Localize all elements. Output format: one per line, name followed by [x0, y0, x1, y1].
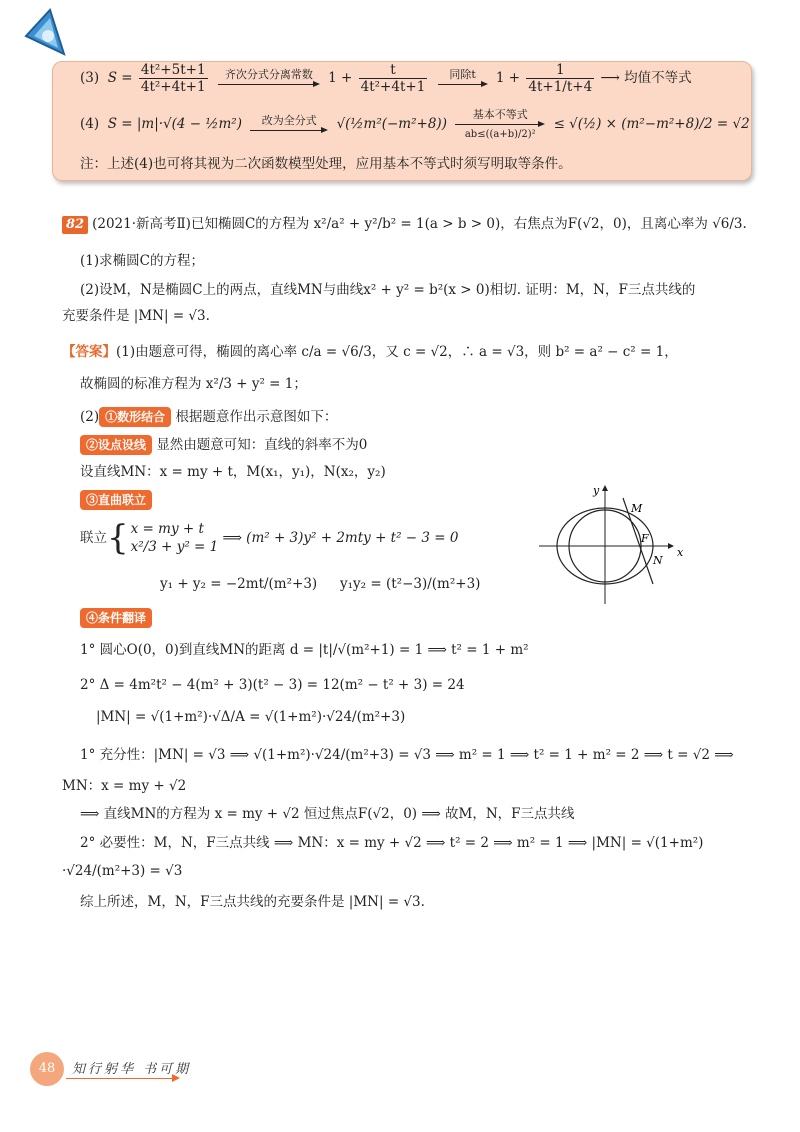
footer-arrow-icon [172, 1074, 180, 1082]
necessity: 2° 必要性：M，N，F三点共线 ⟹ MN：x = my + √2 ⟹ t² = 2 ⟹ m² = 1 ⟹ |MN| = √(1+m²) [80, 835, 704, 851]
box-line-4: (4) S = |m|·√(4 − ½m²) 改为全分式 √(½m²(−m²+8)) 基本不等式 ab≤((a+b)/2)² ≤ √(½) × (m²−m²+8)/2 = √2 [80, 108, 750, 140]
sufficiency-cont: MN：x = my + √2 [62, 778, 187, 794]
conclusion: 综上所述，M，N，F三点共线的充要条件是 |MN| = √3. [80, 894, 425, 910]
answer-line-5: 设直线MN：x = my + t，M(x₁，y₁)，N(x₂，y₂) [80, 464, 386, 480]
point-n-label: N [653, 554, 663, 567]
answer-line-7 [80, 608, 152, 628]
vieta-sum: y₁ + y₂ = −2mt/(m²+3) [160, 576, 318, 592]
footer-slogan: 知行躬华 书可期 [72, 1062, 192, 1077]
question-2b: 充要条件是 |MN| = √3. [62, 308, 210, 324]
point-f-label: F [641, 532, 649, 545]
x-axis-label: x [677, 546, 684, 559]
condition-2: 2° Δ = 4m²t² − 4(m² + 3)(t² − 3) = 12(m² − t² + 3) = 24 [80, 677, 465, 693]
answer-line-4: ②设点设线 显然由题意可知：直线的斜率不为0 [80, 435, 367, 455]
vieta-product: y₁y₂ = (t²−3)/(m²+3) [340, 576, 481, 592]
point-m-label: M [631, 502, 643, 515]
answer-label: 【答案】 [62, 344, 116, 360]
question-2a: (2)设M，N是椭圆C上的两点，直线MN与曲线x² + y² = b²(x > 0)相切. 证明：M，N，F三点共线的 [80, 282, 696, 298]
problem-stem: 82 (2021·新高考Ⅱ)已知椭圆C的方程为 x²/a² + y²/b² = 1(a > b > 0)，右焦点为F(√2，0)，且离心率为 √6/3. [62, 215, 747, 234]
system-of-equations: 联立{ x = my + t x²/3 + y² = 1 ⟹ (m² + 3)y² + 2mty + t² − 3 = 0 [80, 518, 459, 558]
footer-rule [66, 1078, 176, 1079]
answer-line-6 [80, 490, 152, 510]
condition-3: |MN| = √(1+m²)·√Δ/A = √(1+m²)·√24/(m²+3) [96, 709, 406, 725]
answer-line-3: (2) ①数形结合 根据题意作出示意图如下： [80, 409, 338, 425]
question-1: (1)求椭圆C的方程； [80, 253, 204, 269]
page-number: 48 [30, 1052, 64, 1086]
tag-set-points: ②设点设线 [80, 435, 152, 455]
tag-combine: ③直曲联立 [80, 490, 152, 510]
ellipse-diagram [535, 480, 695, 608]
y-axis-label: y [593, 484, 600, 497]
answer-line-2: 故椭圆的标准方程为 x²/3 + y² = 1； [80, 376, 307, 392]
condition-1: 1° 圆心O(0，0)到直线MN的距离 d = |t|/√(m²+1) = 1 ⟹ t² = 1 + m² [80, 642, 529, 658]
sufficiency: 1° 充分性：|MN| = √3 ⟹ √(1+m²)·√24/(m²+3) = √3 ⟹ m² = 1 ⟹ t² = 1 + m² = 2 ⟹ t = √2 ⟹ [80, 747, 734, 763]
box-note: 注：上述(4)也可将其视为二次函数模型处理，应用基本不等式时须写明取等条件。 [80, 156, 572, 172]
tag-shape-number: ①数形结合 [99, 407, 171, 427]
tag-translate: ④条件翻译 [80, 608, 152, 628]
sufficiency-conclusion: ⟹ 直线MN的方程为 x = my + √2 恒过焦点F(√2，0) ⟹ 故M，N，F三点共线 [80, 806, 575, 822]
answer-line-1: 【答案】(1)由题意可得，椭圆的离心率 c/a = √6/3，又 c = √2，∴ a = √3，则 b² = a² − c² = 1， [62, 344, 678, 360]
necessity-cont: ·√24/(m²+3) = √3 [62, 863, 183, 879]
box-line-3: (3) S = $\frac{\text{4t²+5t+1}}{\text{4t²+4t+1}}$ 齐次分式分离常数 1 + $\frac{t}{\text{4t²+4t+1}}$ 同除t 1 + $\frac{1}{4t+1/t+4}$ ⟶ 均值不等式 [80, 62, 692, 95]
problem-number: 82 [62, 216, 88, 234]
logo-icon [20, 6, 76, 62]
